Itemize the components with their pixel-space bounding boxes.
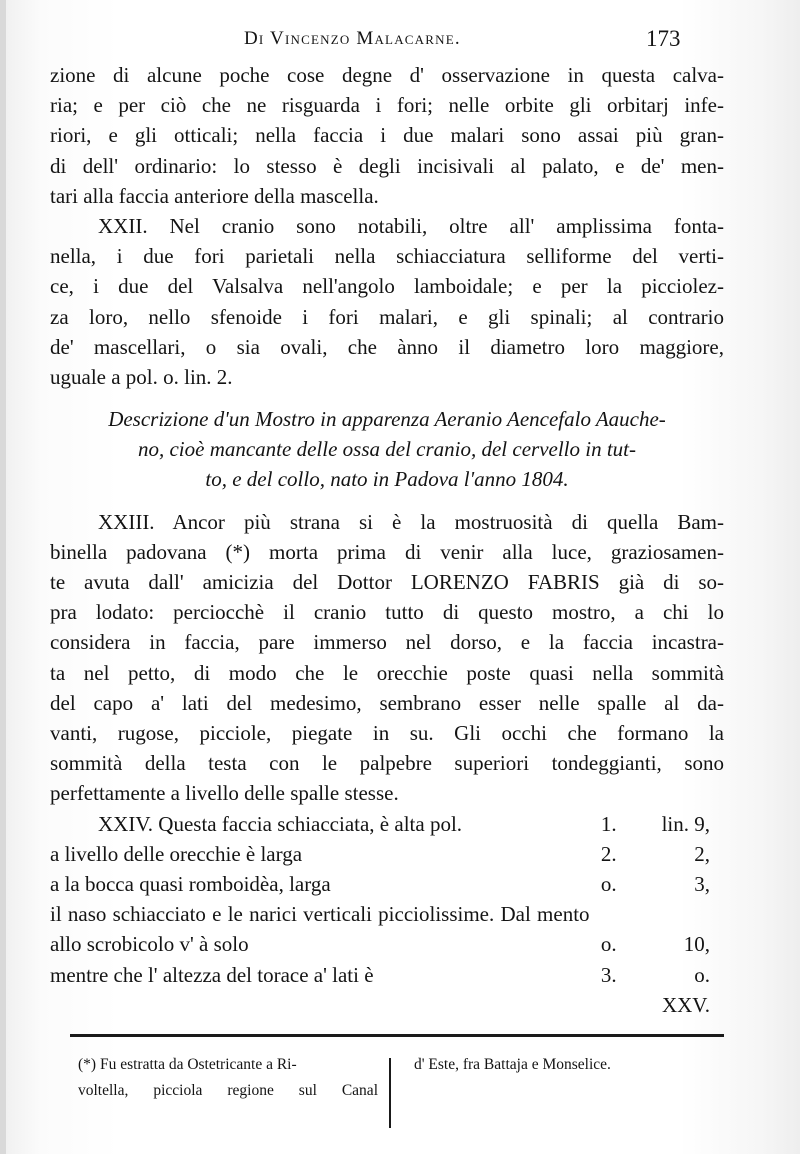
main-text — [50, 60, 724, 1020]
paragraph-xxiii — [50, 507, 724, 809]
text-line: nella, i due fori parietali nella schiacciatura selliforme del verti- — [50, 244, 724, 269]
text-line: considera in faccia, pare immerso nel dorso, e la faccia incastra- — [50, 630, 724, 655]
text-line: riori, e gli otticali; nella faccia i due malari sono assai più gran- — [50, 123, 724, 148]
measurement-pol: 2. — [600, 841, 617, 866]
text-line: di dell' ordinario: lo stesso è degli incisivali al palato, e de' men- — [50, 153, 724, 178]
text-line: binella padovana (*) morta prima di venir alla luce, graziosamen- — [50, 539, 724, 564]
footnote-rule — [70, 1034, 724, 1037]
text-line: te avuta dall' amicizia del Dottor LORENZO FABRIS già di so- — [50, 570, 724, 594]
text-line: ce, i due del Valsalva nell'angolo lamboidale; e per la picciolez- — [50, 274, 724, 299]
text-line: vanti, rugose, picciole, piegate in su. Gli occhi che formano la — [50, 720, 724, 745]
measurement-row — [50, 869, 724, 899]
footnote-line: voltella, picciola regione sul Canal — [78, 1082, 378, 1099]
text-line: tari alla faccia anteriore della mascella. — [50, 183, 379, 208]
measurement-text: a la bocca quasi romboidèa, larga — [50, 871, 331, 896]
text-line: perfettamente a livello delle spalle stesse. — [50, 781, 399, 806]
title-line: no, cioè mancante delle ossa del cranio, del cervello in tut- — [137, 437, 637, 462]
measurement-text: XXIV. Questa faccia schiacciata, è alta pol. — [98, 811, 463, 836]
measurement-pol: 3. — [600, 962, 617, 987]
text-line: XXIII. Ancor più strana si è la mostruosità di quella Bam- — [98, 509, 724, 534]
catchword: XXV. — [661, 992, 710, 1017]
section-title — [50, 404, 724, 495]
footnote-right — [414, 1052, 714, 1078]
paragraph-continued — [50, 60, 724, 211]
measurement-row — [50, 809, 724, 839]
text-line: XXII. Nel cranio sono notabili, oltre all' amplissima fonta- — [98, 213, 724, 238]
page-header — [0, 26, 800, 56]
footnote-line: d' Este, fra Battaja e Monselice. — [414, 1056, 611, 1073]
catchword-row — [50, 990, 724, 1020]
page-gutter — [0, 0, 6, 1154]
footnote-column-divider — [389, 1058, 391, 1128]
running-title: Di Vincenzo Malacarne. — [244, 28, 461, 49]
measurement-row — [50, 839, 724, 869]
paragraph-xxii — [50, 211, 724, 392]
text-line: de' mascellari, o sia ovali, che ànno il diametro loro maggiore, — [50, 334, 724, 359]
text-line: zione di alcune poche cose degne d' osservazione in questa calva- — [50, 63, 724, 87]
text-line: uguale a pol. o. lin. 2. — [50, 364, 233, 389]
measurement-pol: 1. — [600, 811, 617, 836]
measurement-row — [50, 899, 724, 929]
text-line: del capo a' lati del medesimo, sembrano esser nelle spalle al da- — [50, 690, 724, 715]
measurements-table — [50, 809, 724, 1020]
measurement-lin: 3, — [694, 871, 710, 896]
measurement-lin: 10, — [683, 932, 710, 957]
measurement-row — [50, 960, 724, 990]
text-line: pra lodato: perciocchè il cranio tutto di questo mostro, a chi lo — [50, 600, 724, 625]
text-line: za loro, nello sfenoide i fori malari, e gli spinali; al contrario — [50, 304, 724, 329]
page-number: 173 — [646, 26, 681, 51]
text-line: ta nel petto, di modo che le orecchie poste quasi nella sommità — [50, 660, 724, 685]
title-line: Descrizione d'un Mostro in apparenza Aeranio Aencefalo Aauche- — [108, 407, 666, 432]
measurement-text: il naso schiacciato e le narici verticali picciolissime. Dal mento — [50, 902, 590, 927]
text-line: sommità della testa con le palpebre superiori tondeggianti, sono — [50, 751, 724, 776]
measurement-row — [50, 929, 724, 959]
title-line: to, e del collo, nato in Padova l'anno 1804. — [205, 467, 569, 492]
measurement-lin: lin. 9, — [661, 811, 710, 836]
text-line: ria; e per ciò che ne risguarda i fori; nelle orbite gli orbitarj infe- — [50, 93, 724, 118]
footnote-left — [78, 1052, 378, 1104]
measurement-text: mentre che l' altezza del torace a' lati è — [50, 962, 374, 987]
measurement-lin: o. — [694, 962, 710, 987]
measurement-lin: 2, — [694, 841, 710, 866]
measurement-text: a livello delle orecchie è larga — [50, 841, 303, 866]
measurement-pol: o. — [600, 932, 617, 957]
footnote-line: (*) Fu estratta da Ostetricante a Ri- — [78, 1056, 297, 1073]
measurement-text: allo scrobicolo v' à solo — [50, 932, 249, 957]
measurement-pol: o. — [600, 871, 617, 896]
